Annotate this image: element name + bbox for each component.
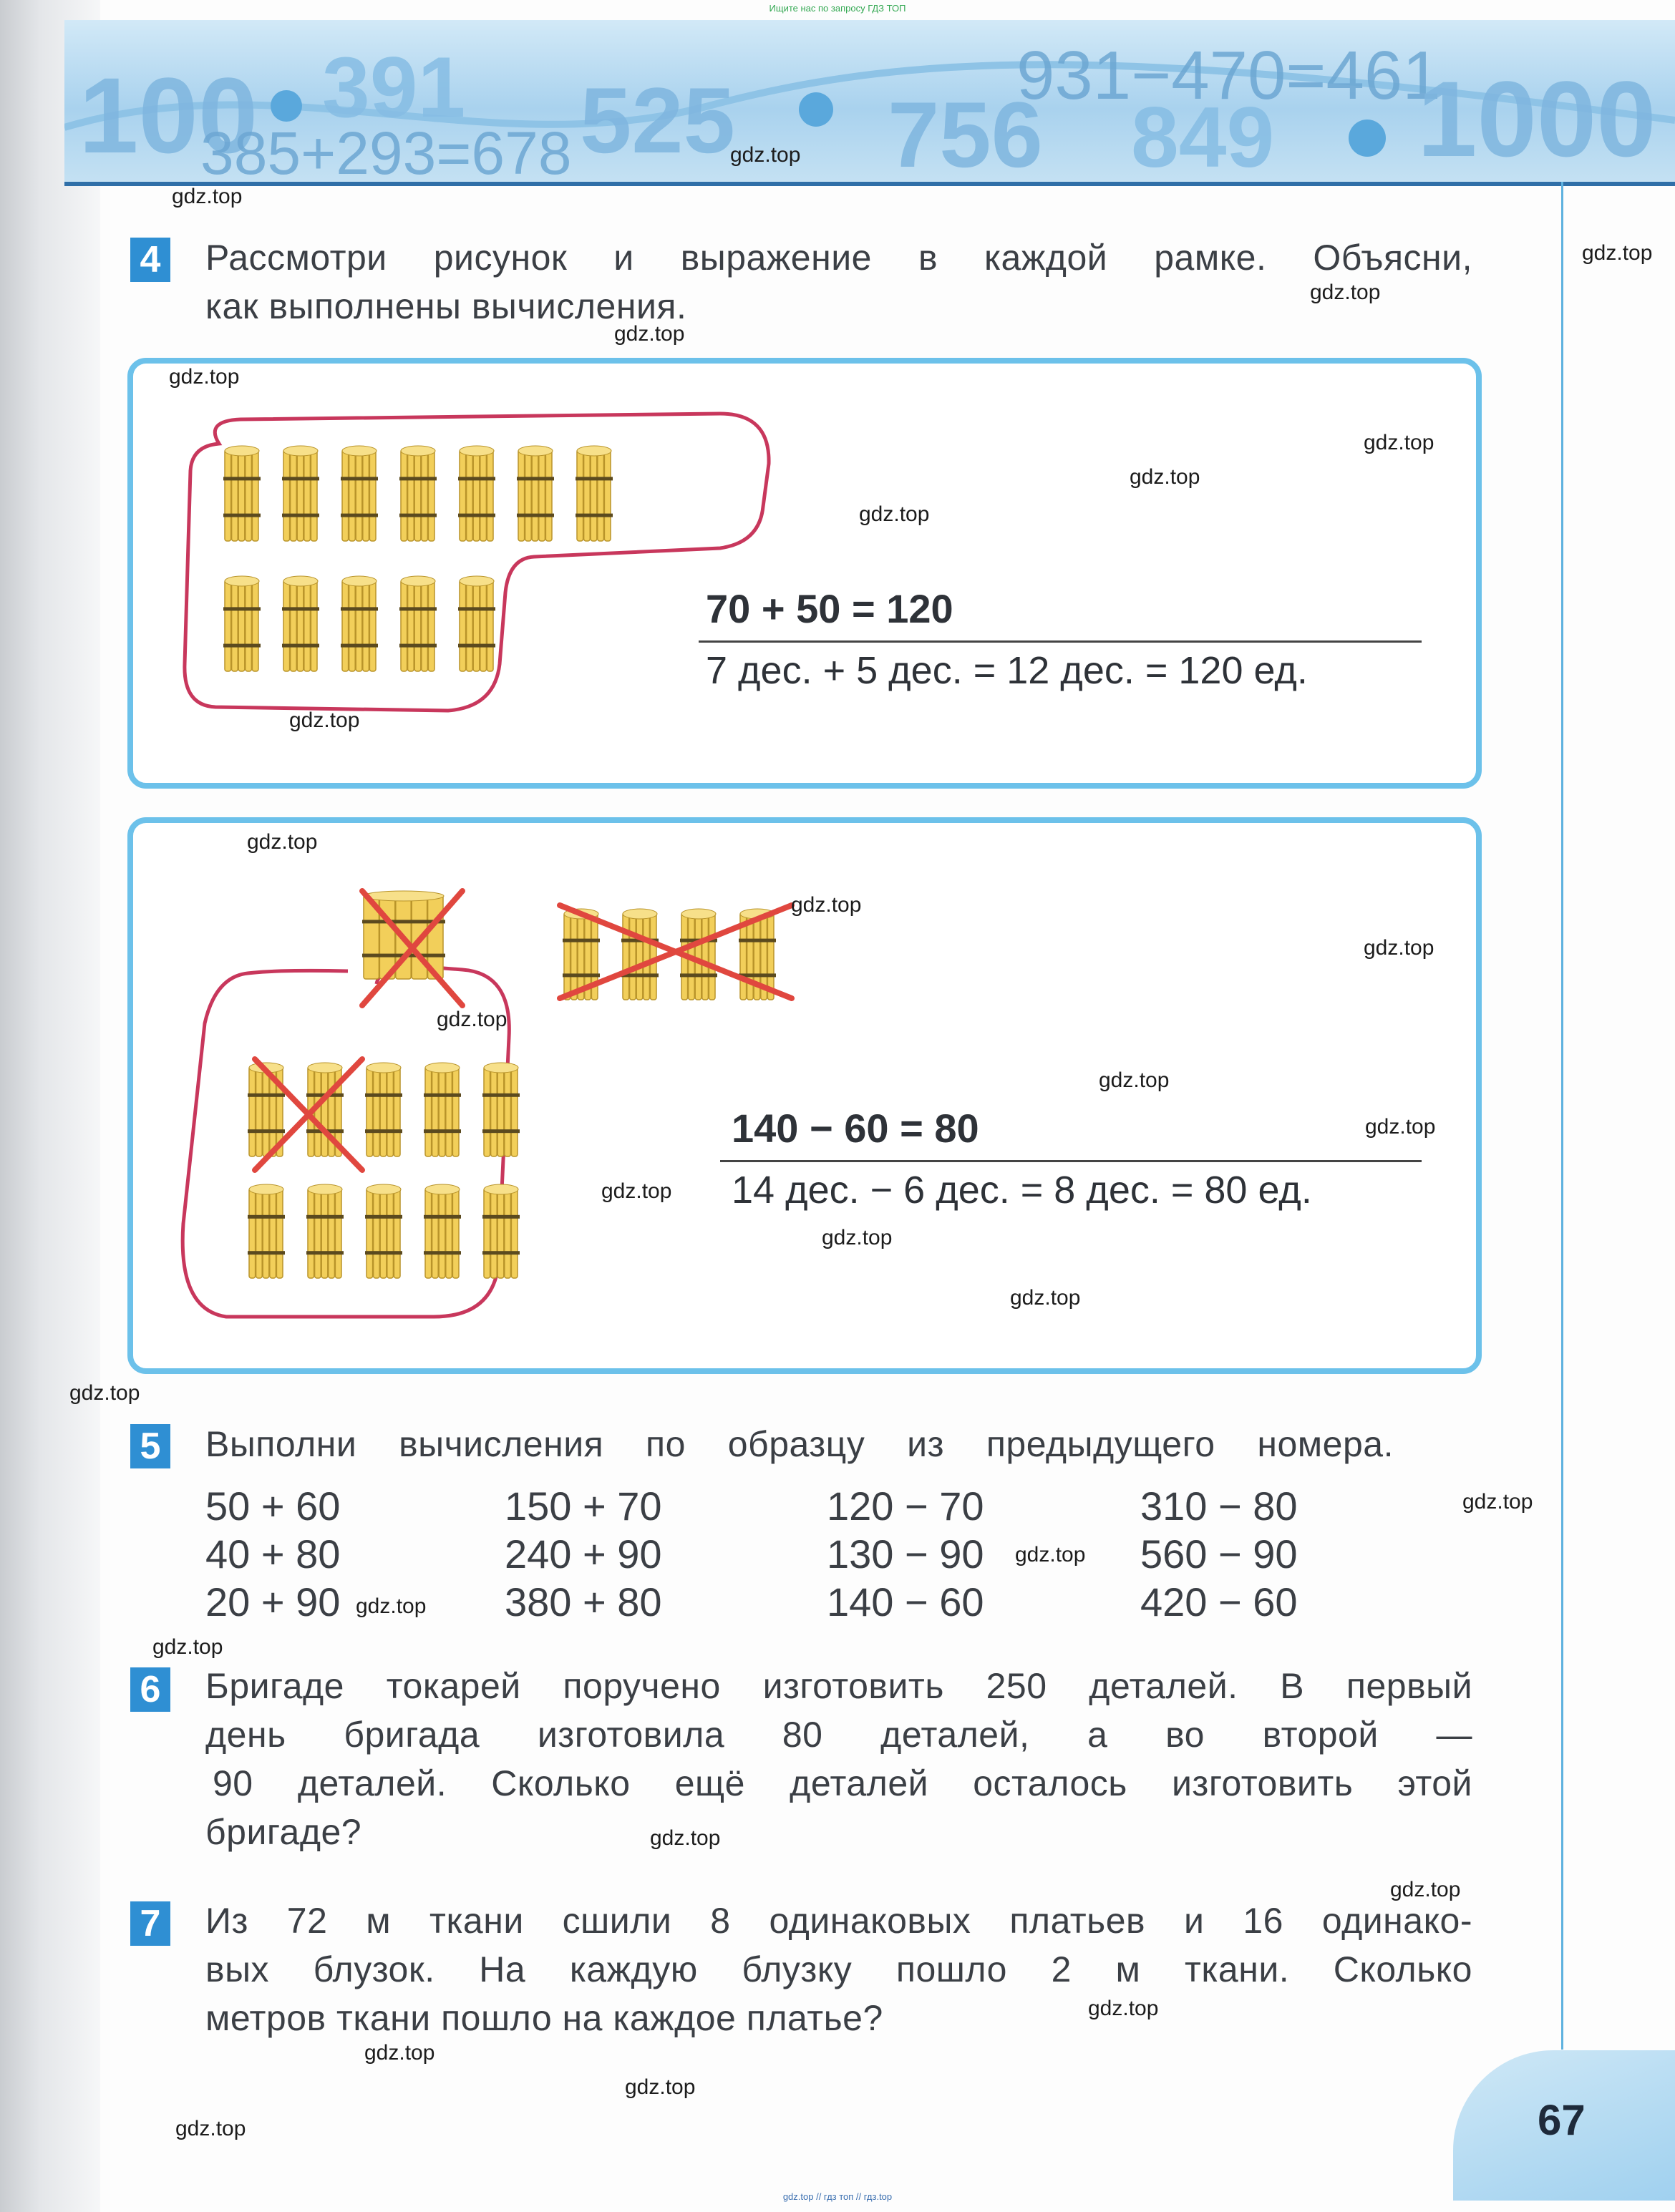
example-col3-row3: 140 − 60: [827, 1579, 984, 1624]
watermark: gdz.top: [601, 1179, 672, 1203]
watermark: gdz.top: [172, 185, 243, 208]
task-5-number: 5: [130, 1424, 170, 1468]
stick-bundle: [282, 576, 319, 671]
stick-bundle: [223, 576, 261, 671]
banner-number-1000: 1000: [1417, 59, 1656, 179]
watermark: gdz.top: [169, 365, 240, 389]
task-7-line-1: Из 72 м ткани сшили 8 одинаковых платьев и 16 одинако-: [205, 1901, 1472, 1941]
task-7-line-3: метров ткани пошло на каждое платье?: [205, 1998, 883, 2038]
stick-bundle: [458, 576, 495, 671]
stick-bundle: [424, 1184, 461, 1278]
stick-bundle: [341, 446, 378, 541]
watermark: gdz.top: [69, 1381, 140, 1405]
watermark: gdz.top: [247, 830, 318, 854]
frame-1-main-equation: 70 + 50 = 120: [706, 586, 953, 631]
example-col1-row1: 50 + 60: [205, 1483, 341, 1529]
task-6-line-2: день бригада изготовила 80 деталей, а во второй —: [205, 1715, 1472, 1755]
watermark: gdz.top: [1099, 1068, 1170, 1092]
banner-number-849: 849: [1131, 89, 1275, 182]
watermark: gdz.top: [289, 708, 360, 732]
task-5-text: Выполни вычисления по образцу из предыдущего номера.: [205, 1424, 1394, 1464]
watermark: gdz.top: [1015, 1543, 1086, 1567]
stick-bundle: [458, 446, 495, 541]
watermark: gdz.top: [791, 893, 862, 917]
stick-bundle: [365, 1184, 402, 1278]
banner-number-100: 100: [79, 55, 258, 175]
watermark: gdz.top: [1364, 431, 1434, 454]
watermark: gdz.top: [1088, 1997, 1159, 2020]
stick-bundle: [621, 909, 659, 1000]
watermark: gdz.top: [822, 1226, 893, 1249]
frame-1-divider: [699, 640, 1422, 643]
stick-bundle: [365, 1063, 402, 1156]
watermark: gdz.top: [859, 502, 930, 526]
stick-bundle: [282, 446, 319, 541]
task-6-line-1: Бригаде токарей поручено изготовить 250 деталей. В первый: [205, 1666, 1472, 1706]
footer-note: gdz.top // гдз топ // гдз.top: [782, 2191, 893, 2202]
right-margin-rule: [1561, 182, 1563, 2050]
watermark: gdz.top: [364, 2041, 435, 2065]
watermark: gdz.top: [1364, 936, 1434, 960]
example-col2-row3: 380 + 80: [505, 1579, 662, 1624]
task-4-line-1: Рассмотри рисунок и выражение в каждой рамке. Объясни,: [205, 238, 1472, 278]
example-col2-row1: 150 + 70: [505, 1483, 662, 1529]
stick-bundle: [223, 446, 261, 541]
page-number: 67: [1538, 2096, 1586, 2144]
example-col1-row2: 40 + 80: [205, 1531, 341, 1577]
stick-bundle: [576, 446, 613, 541]
frame-2-main-equation: 140 − 60 = 80: [732, 1106, 979, 1151]
banner-art: [64, 20, 1675, 182]
example-col4-row2: 560 − 90: [1140, 1531, 1298, 1577]
stick-bundle: [341, 576, 378, 671]
watermark: gdz.top: [1130, 465, 1200, 489]
banner-equation-2: 931−470=461: [1016, 37, 1441, 114]
banner-number-756: 756: [888, 82, 1043, 182]
stick-bundle: [517, 446, 554, 541]
watermark: gdz.top: [1390, 1878, 1461, 1901]
watermark: gdz.top: [614, 322, 685, 346]
task-4-line-2: как выполнены вычисления.: [205, 286, 687, 326]
task-6-line-4: бригаде?: [205, 1812, 362, 1852]
example-col3-row1: 120 − 70: [827, 1483, 984, 1529]
task-4-number: 4: [130, 238, 170, 282]
watermark: gdz.top: [1462, 1490, 1533, 1514]
watermark: gdz.top: [1365, 1115, 1436, 1139]
watermark: gdz.top: [1310, 281, 1381, 304]
watermark: gdz.top: [1582, 241, 1653, 265]
watermark: gdz.top: [437, 1008, 508, 1031]
frame-1-sub-equation: 7 дес. + 5 дес. = 12 дес. = 120 ед.: [706, 649, 1308, 692]
task-6-number: 6: [130, 1667, 170, 1712]
example-col2-row2: 240 + 90: [505, 1531, 662, 1577]
watermark: gdz.top: [152, 1635, 223, 1659]
banner-number-391: 391: [322, 39, 466, 135]
stick-bundle: [482, 1063, 520, 1156]
example-col3-row2: 130 − 90: [827, 1531, 984, 1577]
watermark: gdz.top: [650, 1826, 721, 1850]
book-gutter: [0, 0, 100, 2212]
example-col4-row1: 310 − 80: [1140, 1483, 1298, 1529]
stick-bundle: [424, 1063, 461, 1156]
stick-bundle: [306, 1184, 344, 1278]
watermark: gdz.top: [730, 143, 801, 167]
stick-bundle: [482, 1184, 520, 1278]
example-col1-row3: 20 + 90: [205, 1579, 341, 1624]
top-note: Ищите нас по запросу ГДЗ ТОП: [769, 3, 906, 14]
task-6-line-3: 90 деталей. Сколько ещё деталей осталось изготовить этой: [213, 1763, 1472, 1803]
frame-2-divider: [720, 1160, 1422, 1162]
stick-bundle: [399, 576, 437, 671]
watermark: gdz.top: [356, 1594, 427, 1618]
stick-bundle: [248, 1184, 285, 1278]
example-col4-row3: 420 − 60: [1140, 1579, 1298, 1624]
header-banner: [64, 20, 1675, 186]
frame-2-sub-equation: 14 дес. − 6 дес. = 8 дес. = 80 ед.: [732, 1169, 1312, 1212]
stick-bundle: [399, 446, 437, 541]
watermark: gdz.top: [1010, 1286, 1081, 1310]
banner-equation-1: 385+293=678: [200, 120, 572, 182]
watermark: gdz.top: [175, 2117, 246, 2140]
banner-number-525: 525: [580, 68, 735, 172]
task-7-line-2: вых блузок. На каждую блузку пошло 2 м ткани. Сколько: [205, 1949, 1472, 1989]
task-7-number: 7: [130, 1901, 170, 1946]
watermark: gdz.top: [625, 2075, 696, 2099]
